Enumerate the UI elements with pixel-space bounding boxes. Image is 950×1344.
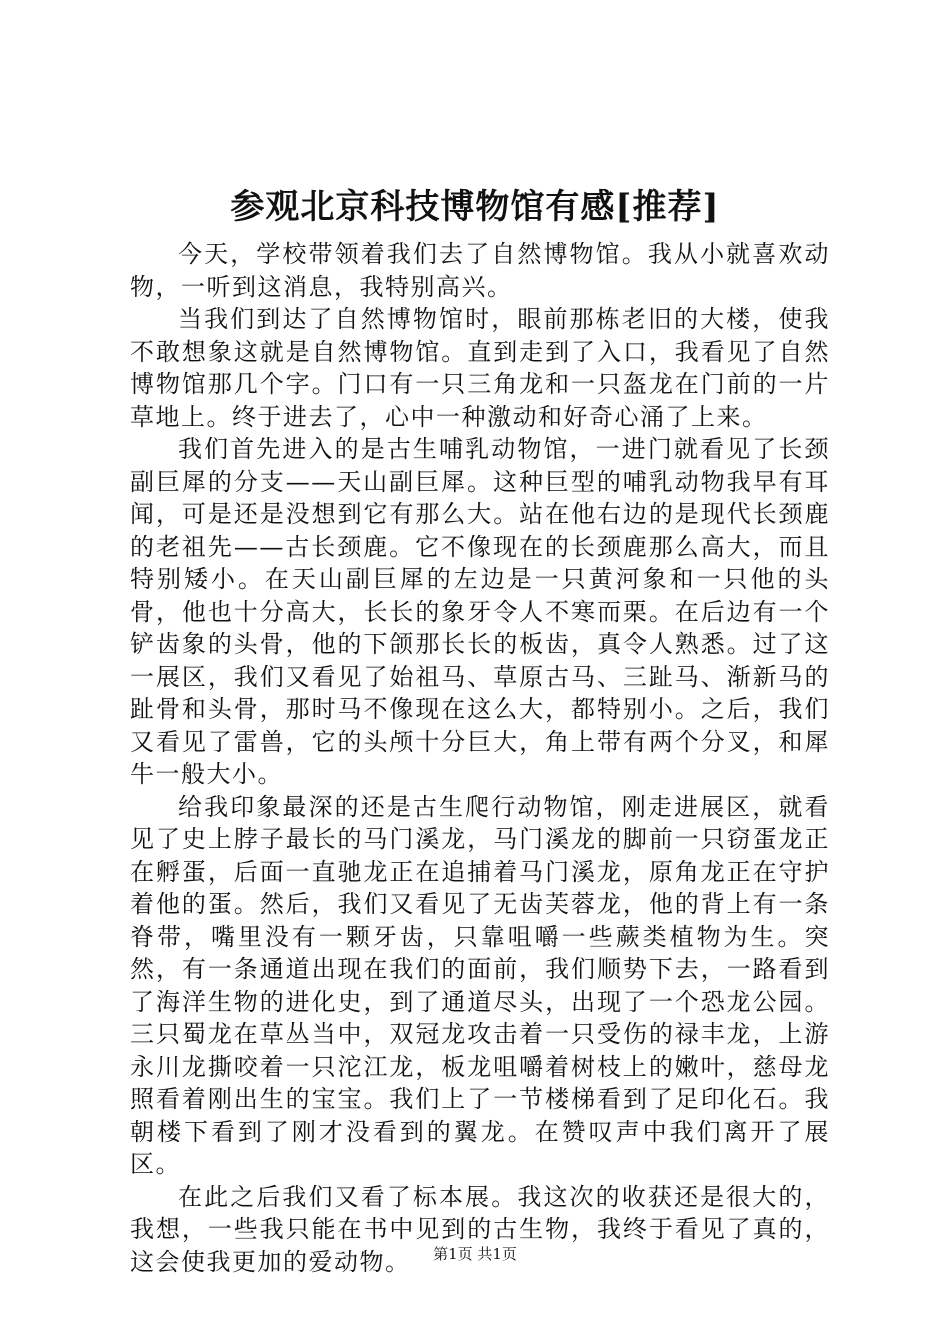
paragraph-1: 今天，学校带领着我们去了自然博物馆。我从小就喜欢动物，一听到这消息，我特别高兴。	[130, 240, 830, 301]
article-body	[130, 238, 830, 1278]
paragraph-3: 我们首先进入的是古生哺乳动物馆，一进门就看见了长颈副巨犀的分支——天山副巨犀。这种巨型的哺乳动物我早有耳闻，可是还是没想到它有那么大。站在他右边的是现代长颈鹿的老祖先——古长颈鹿。它不像现在的长颈鹿那么高大，而且特别矮小。在天山副巨犀的左边是一只黄河象和一只他的头骨，他也十分高大，长长的象牙令人不寒而栗。在后边有一个铲齿象的头骨，他的下颌那长长的板齿，真令人熟悉。过了这一展区，我们又看见了始祖马、草原古马、三趾马、渐新马的趾骨和头骨，那时马不像现在这么大，都特别小。之后，我们又看见了雷兽，它的头颅十分巨大，角上带有两个分叉，和犀牛一般大小。	[130, 435, 830, 788]
page-title: 参观北京科技博物馆有感[推荐]	[230, 187, 720, 227]
paragraph-5: 在此之后我们又看了标本展。我这次的收获还是很大的，我想，一些我只能在书中见到的古生物，我终于看见了真的，这会使我更加的爱动物。	[130, 1182, 830, 1276]
page-footer: 第1页 共1页	[433, 1245, 517, 1263]
paragraph-2: 当我们到达了自然博物馆时，眼前那栋老旧的大楼，使我不敢想象这就是自然博物馆。直到走到了入口，我看见了自然博物馆那几个字。门口有一只三角龙和一只盔龙在门前的一片草地上。终于进去了，心中一种激动和好奇心涌了上来。	[130, 305, 830, 431]
paragraph-4: 给我印象最深的还是古生爬行动物馆，刚走进展区，就看见了史上脖子最长的马门溪龙，马门溪龙的脚前一只窃蛋龙正在孵蛋，后面一直驰龙正在追捕着马门溪龙，原角龙正在守护着他的蛋。然后，我们又看见了无齿芙蓉龙，他的背上有一条脊带，嘴里没有一颗牙齿，只靠咀嚼一些蕨类植物为生。突然，有一条通道出现在我们的面前，我们顺势下去，一路看到了海洋生物的进化史，到了通道尽头，出现了一个恐龙公园。三只蜀龙在草丛当中，双冠龙攻击着一只受伤的禄丰龙，上游永川龙撕咬着一只沱江龙，板龙咀嚼着树枝上的嫩叶，慈母龙照看着刚出生的宝宝。我们上了一节楼梯看到了足印化石。我朝楼下看到了刚才没看到的翼龙。在赞叹声中我们离开了展区。	[130, 792, 830, 1178]
